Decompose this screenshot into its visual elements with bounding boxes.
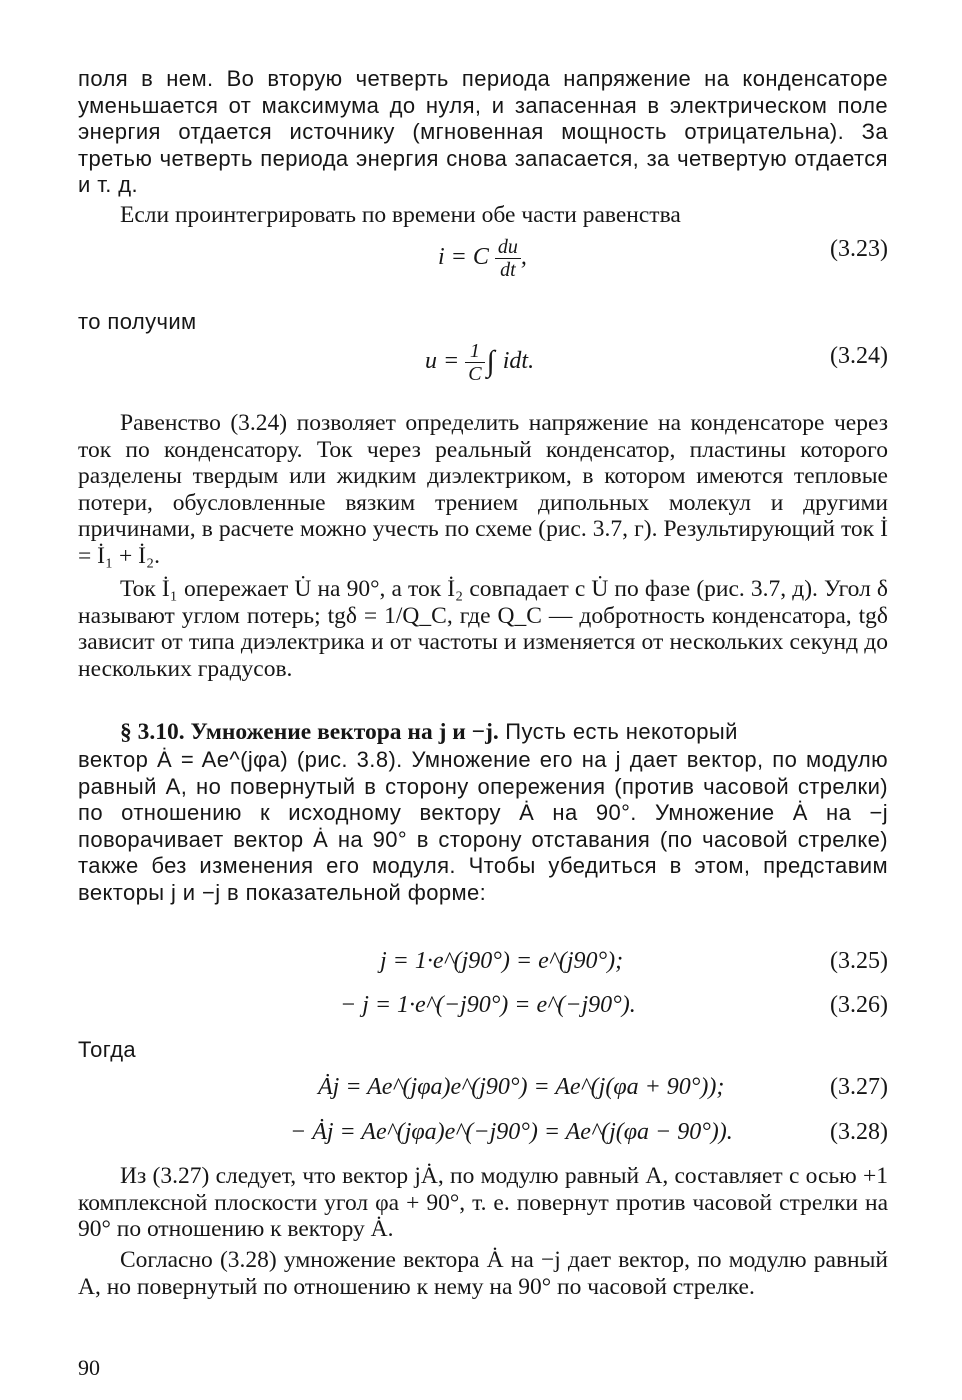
fraction-1-over-c: $\frac{1}{C}$ [465, 340, 484, 385]
paragraph-energy-quarters: поля в нем. Во вторую четверть периода напряжение на конденсаторе уменьшается от максимума до нуля, и запасенная в электрическом поле энергия отдается источнику (мгновенная мощность отрицательна). За третью четверть периода энергия снова запасается, за четвертую отдается и т. д. [78, 66, 888, 197]
equation-number-3-24: (3.24) [830, 343, 888, 369]
section-heading: § 3.10. Умножение вектора на j и −j. [120, 719, 499, 745]
equation-3-25: j = 1·e^(j90°) = e^(j90°); [380, 948, 624, 974]
equation-3-26: − j = 1·e^(−j90°) = e^(−j90°). [340, 992, 636, 1018]
section-lead-text: Пусть есть некоторый [498, 719, 738, 744]
paragraph-from-3-27: Из (3.27) следует, что вектор jȦ, по модулю равный A, составляет с осью +1 комплексной плоскости угол φa + 90°, т. е. повернут против часовой стрелки на 90° по отношению к вектору Ȧ. [78, 1163, 888, 1242]
equation-number-3-25: (3.25) [830, 948, 888, 974]
paragraph-capacitor-voltage: Равенство (3.24) позволяет определить напряжение на конденсаторе через ток по конденсатору. Ток через реальный конденсатор, пластины которого разделены твердым или жидким диэлектриком, в котором имеются тепловые потери, обусловленные вязким трением дипольных молекул и другими причинами, в расчете можно учесть по схеме (рис. 3.7, г). Результирующий ток İ = İ₁ + İ₂. [78, 410, 888, 569]
paragraph-according-3-28: Согласно (3.28) умножение вектора Ȧ на −j дает вектор, по модулю равный A, но повернутый по отношению к нему на 90° по часовой стрелке. [78, 1247, 888, 1300]
paragraph-then-we-get: то получим [78, 309, 197, 334]
equation-number-3-27: (3.27) [830, 1074, 888, 1100]
paragraph-then: Тогда [78, 1037, 137, 1062]
integral-sign: ∫ [486, 345, 495, 379]
paragraph-loss-angle: Ток İ₁ опережает U̇ на 90°, а ток İ₂ совпадает с U̇ по фазе (рис. 3.7, д). Угол δ называют углом потерь; tgδ = 1/Q_C, где Q_C — добротность конденсатора, tgδ зависит от типа диэлектрика и от частоты и изменяется от нескольких секунд до нескольких градусов. [78, 576, 888, 682]
equation-number-3-23: (3.23) [830, 236, 888, 262]
equation-number-3-26: (3.26) [830, 992, 888, 1018]
page-number: 90 [78, 1355, 100, 1380]
paragraph-integrate-intro: Если проинтегрировать по времени обе части равенства [120, 202, 681, 228]
equation-number-3-28: (3.28) [830, 1119, 888, 1145]
section-heading-line [120, 719, 888, 746]
equation-3-27: Ȧj = Ae^(jφa)e^(j90°) = Ae^(j(φa + 90°)); [318, 1074, 725, 1100]
paragraph-vector-multiplication: вектор Ȧ = Ae^(jφa) (рис. 3.8). Умножение его на j дает вектор, по модулю равный A, но повернутый в сторону опережения (против часовой стрелки) по отношению к исходному вектору Ȧ на 90°. Умножение Ȧ на −j поворачивает вектор Ȧ на 90° в сторону отставания (по часовой стрелке) также без изменения его модуля. Чтобы убедиться в этом, представим векторы j и −j в показательной форме: [78, 747, 888, 905]
equation-3-23: i = C $\frac{du}{dt}$ , [438, 236, 527, 281]
equation-3-24: u = $\frac{1}{C}$ ∫ idt. [425, 340, 535, 385]
fraction-du-dt: $\frac{du}{dt}$ [495, 236, 521, 281]
equation-3-28: − Ȧj = Ae^(jφa)e^(−j90°) = Ae^(j(φa − 90°)). [290, 1119, 733, 1145]
